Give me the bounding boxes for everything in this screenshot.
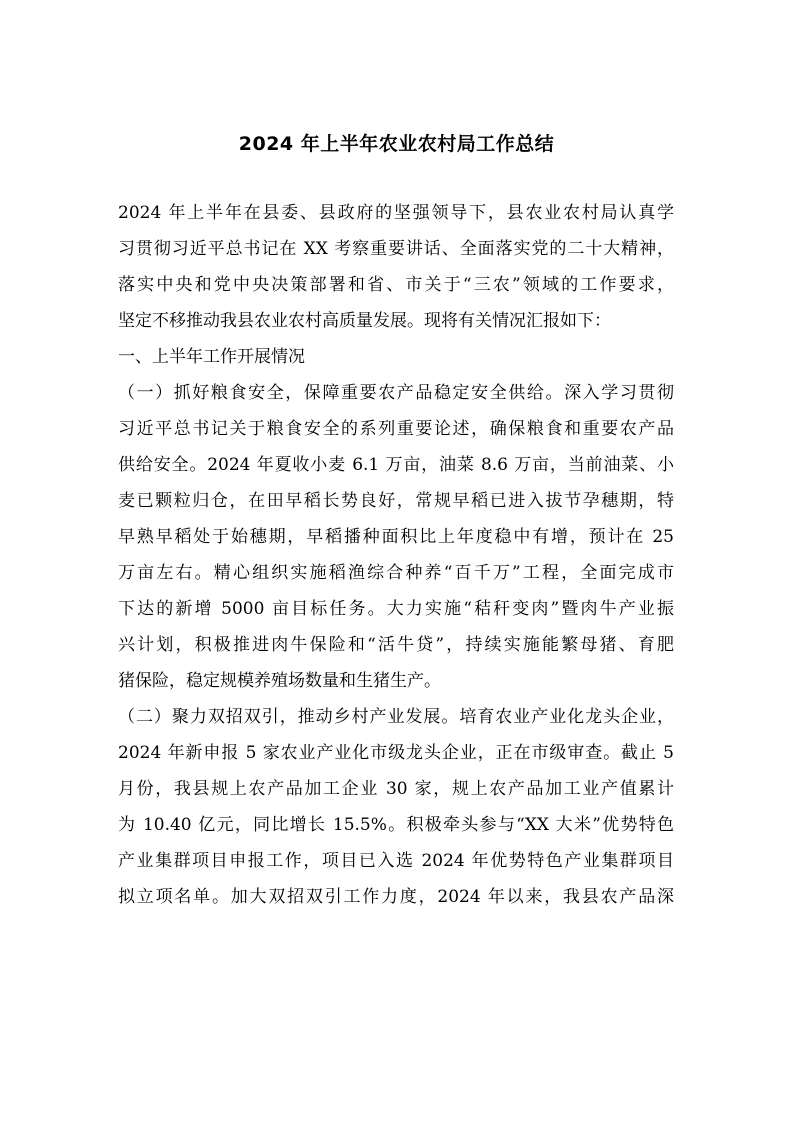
paragraph-line: 落实中央和党中央决策部署和省、市关于“三农”领域的工作要求， <box>118 275 674 295</box>
paragraph-line: （二）聚力双招双引，推动乡村产业发展。培育农业产业化龙头企业， <box>118 707 674 727</box>
paragraph-line: 习贯彻习近平总书记在 XX 考察重要讲话、全面落实党的二十大精神， <box>118 239 674 259</box>
paragraph-line: 月份，我县规上农产品加工企业 30 家，规上农产品加工业产值累计 <box>118 779 674 799</box>
paragraph-line: 坚定不移推动我县农业农村高质量发展。现将有关情况汇报如下： <box>118 311 611 331</box>
paragraph-line: 麦已颗粒归仓，在田早稻长势良好，常规早稻已进入拔节孕穗期，特 <box>118 491 674 511</box>
paragraph-line: 供给安全。2024 年夏收小麦 6.1 万亩，油菜 8.6 万亩，当前油菜、小 <box>118 455 674 475</box>
paragraph-line: 兴计划，积极推进肉牛保险和“活牛贷”，持续实施能繁母猪、育肥 <box>118 635 674 655</box>
paragraph-line: 拟立项名单。加大双招双引工作力度，2024 年以来，我县农产品深 <box>118 887 674 907</box>
paragraph-line: 万亩左右。精心组织实施稻渔综合种养“百千万”工程，全面完成市 <box>118 563 674 583</box>
paragraph-line: （一）抓好粮食安全，保障重要农产品稳定安全供给。深入学习贯彻 <box>118 383 674 403</box>
document-title: 2024 年上半年农业农村局工作总结 <box>238 133 555 155</box>
paragraph-line: 2024 年上半年在县委、县政府的坚强领导下，县农业农村局认真学 <box>118 203 674 223</box>
paragraph-line: 产业集群项目申报工作，项目已入选 2024 年优势特色产业集群项目 <box>118 851 674 871</box>
paragraph-line: 下达的新增 5000 亩目标任务。大力实施“秸秆变肉”暨肉牛产业振 <box>118 599 674 619</box>
paragraph-line: 猪保险，稳定规模养殖场数量和生猪生产。 <box>118 671 441 691</box>
section-heading: 一、上半年工作开展情况 <box>118 347 305 367</box>
paragraph-line: 习近平总书记关于粮食安全的系列重要论述，确保粮食和重要农产品 <box>118 419 674 439</box>
paragraph-line: 早熟早稻处于始穗期，早稻播种面积比上年度稳中有增，预计在 25 <box>118 527 674 547</box>
paragraph-line: 为 10.40 亿元，同比增长 15.5%。积极牵头参与“XX 大米”优势特色 <box>118 815 674 835</box>
paragraph-line: 2024 年新申报 5 家农业产业化市级龙头企业，正在市级审查。截止 5 <box>118 743 674 763</box>
